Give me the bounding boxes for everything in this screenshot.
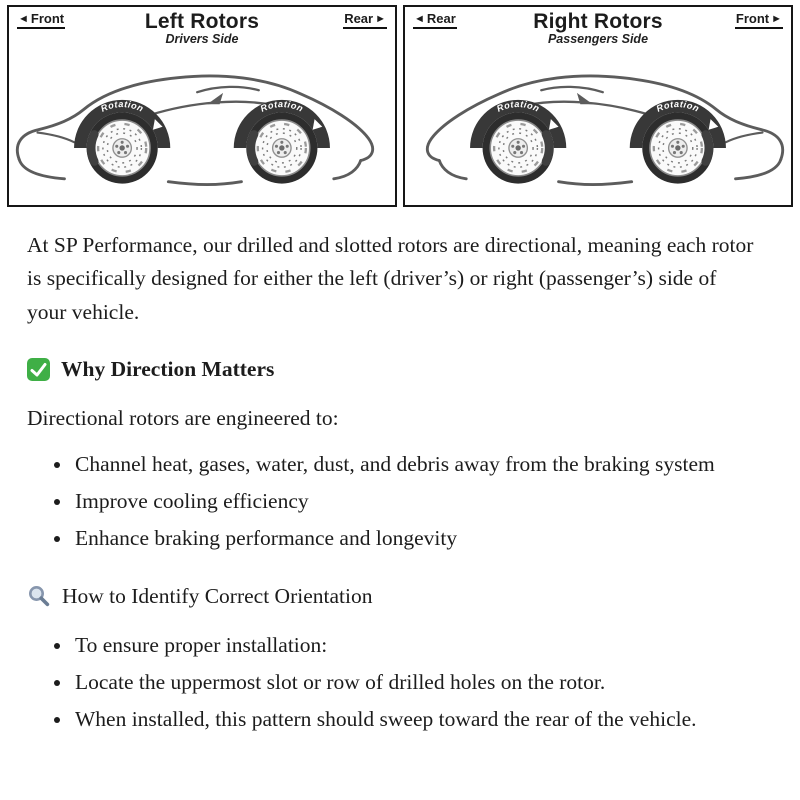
left-panel-titles (145, 11, 259, 46)
panel-subtitle: Drivers Side (165, 32, 239, 47)
rear-direction-label (343, 11, 387, 29)
front-direction-label (17, 11, 65, 29)
corner-label: Rear (426, 11, 456, 26)
bullet-item: • Channel heat, gases, water, dust, and debris away from the braking system (73, 448, 773, 481)
right-car-illustration (405, 46, 791, 198)
panel-title: Right Rotors (533, 10, 663, 33)
left-arrow-icon: ◄ (18, 12, 29, 25)
front-direction-label (735, 11, 783, 29)
car-body-line-art (17, 76, 372, 185)
rear-rotor-icon (490, 120, 546, 176)
left-rotors-panel (7, 5, 397, 207)
rotation-label-rear: Rotation (495, 99, 542, 115)
car-body-line-art (427, 76, 782, 185)
rotor-diagrams (0, 0, 800, 207)
section-heading-why-direction-matters (27, 353, 773, 386)
left-panel-header (9, 7, 395, 46)
left-arrow-icon: ◄ (414, 12, 425, 25)
rear-rotor-icon (254, 120, 310, 176)
bullet-item: • Locate the uppermost slot or row of drilled holes on the rotor. (73, 666, 773, 699)
rear-direction-label (413, 11, 457, 29)
bullet-item: • Enhance braking performance and longevity (73, 522, 773, 555)
identify-bullet-list (27, 629, 773, 737)
corner-label: Rear (344, 11, 374, 26)
rotation-label-front: Rotation (99, 99, 146, 115)
front-rotor-icon (94, 120, 150, 176)
right-arrow-icon: ► (375, 12, 386, 25)
why-bullet-list (27, 448, 773, 556)
bullet-item: • To ensure proper installation: (73, 629, 773, 662)
article-body (0, 207, 800, 737)
heading-text: Why Direction Matters (61, 356, 275, 381)
panel-subtitle: Passengers Side (547, 32, 649, 47)
bullet-item: • When installed, this pattern should sweep toward the rear of the vehicle. (73, 703, 773, 736)
right-panel-titles (533, 11, 663, 46)
heading-text: How to Identify Correct Orientation (62, 583, 373, 608)
section-heading-identify-orientation (27, 580, 773, 613)
front-rotor-icon (650, 120, 706, 176)
rotation-label-front: Rotation (654, 99, 701, 115)
check-icon (27, 358, 50, 381)
panel-title: Left Rotors (144, 10, 260, 33)
bullet-item: • Improve cooling efficiency (73, 485, 773, 518)
rotation-label-rear: Rotation (258, 99, 305, 115)
right-rotors-panel (403, 5, 793, 207)
right-panel-header (405, 7, 791, 46)
intro-paragraph: At SP Performance, our drilled and slotted rotors are directional, meaning each rotor is specifically designed for either the left (driver’s) or right (passenger’s) side of your vehicle. (27, 233, 754, 324)
corner-label: Front (30, 11, 65, 26)
left-car-illustration (9, 46, 395, 198)
why-lead-text: Directional rotors are engineered to: (27, 406, 339, 431)
right-arrow-icon: ► (771, 12, 782, 25)
magnifier-icon (27, 584, 51, 608)
corner-label: Front (735, 11, 770, 26)
